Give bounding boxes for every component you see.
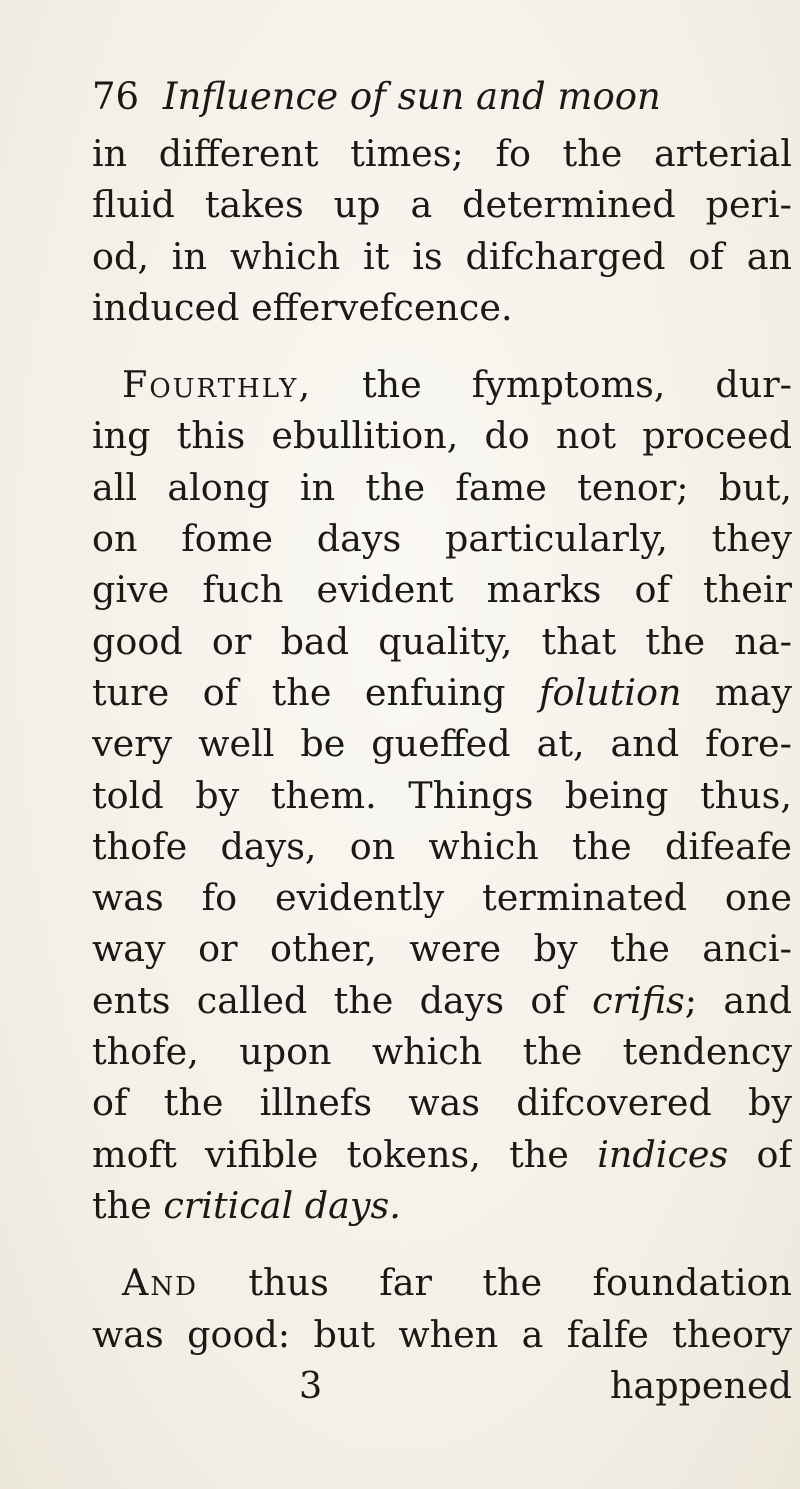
text-line: told by them. Things being thus,	[92, 773, 792, 817]
text-fragment: ents called the days of	[92, 978, 566, 1022]
text-line: very well be gueffed at, and fore-	[92, 722, 792, 766]
catchword: happened	[609, 1363, 792, 1407]
text-line: way or other, were by the anci-	[92, 927, 792, 971]
page-footer	[92, 1360, 792, 1411]
italic-word: critical days.	[163, 1183, 401, 1227]
text-line: good or bad quality, that the na-	[92, 619, 792, 663]
lead-word: And	[122, 1261, 198, 1305]
text-line	[92, 667, 792, 718]
text-fragment: of	[728, 1132, 792, 1176]
text-line: was fo evidently terminated one	[92, 876, 792, 920]
text-line: was good: but when a falfe theory	[92, 1312, 792, 1356]
text-line	[92, 1257, 792, 1308]
text-fragment: may	[681, 670, 792, 714]
text-line: induced effervefcence.	[92, 285, 513, 329]
signature-mark: 3	[299, 1363, 323, 1407]
text-line: fluid takes up a determined peri-	[92, 183, 792, 227]
text-line: thofe days, on which the difeafe	[92, 824, 792, 868]
text-line	[92, 1180, 792, 1231]
text-line: od, in which it is difcharged of an	[92, 234, 792, 278]
text-fragment: the	[92, 1183, 152, 1227]
text-line: all along in the fame tenor; but,	[92, 465, 792, 509]
page-number: 76	[92, 75, 140, 118]
text-fragment: thus far the foundation	[197, 1261, 792, 1305]
text-line: in different times; fo the arterial	[92, 132, 792, 175]
lead-word: Fourthly,	[122, 363, 313, 407]
text-fragment: ture of the enfuing	[92, 670, 506, 714]
body-text	[92, 128, 792, 1411]
text-line: thofe, upon which the tendency	[92, 1030, 792, 1074]
running-title: Influence of sun and moon	[162, 75, 661, 118]
text-line: give fuch evident marks of their	[92, 568, 792, 612]
text-line: of the illnefs was difcovered by	[92, 1081, 792, 1125]
italic-word: crifis	[592, 978, 685, 1022]
text-line	[92, 975, 792, 1026]
italic-word: folution	[539, 670, 682, 714]
running-header	[92, 72, 661, 122]
text-fragment: the fymptoms, dur-	[312, 363, 792, 407]
text-line: ing this ebullition, do not proceed	[92, 414, 792, 458]
text-line	[92, 1129, 792, 1180]
italic-word: indices	[597, 1132, 729, 1176]
text-fragment: moft vifible tokens, the	[92, 1132, 569, 1176]
text-line	[92, 359, 792, 410]
text-fragment: ; and	[684, 978, 792, 1022]
text-line: on fome days particularly, they	[92, 517, 792, 561]
